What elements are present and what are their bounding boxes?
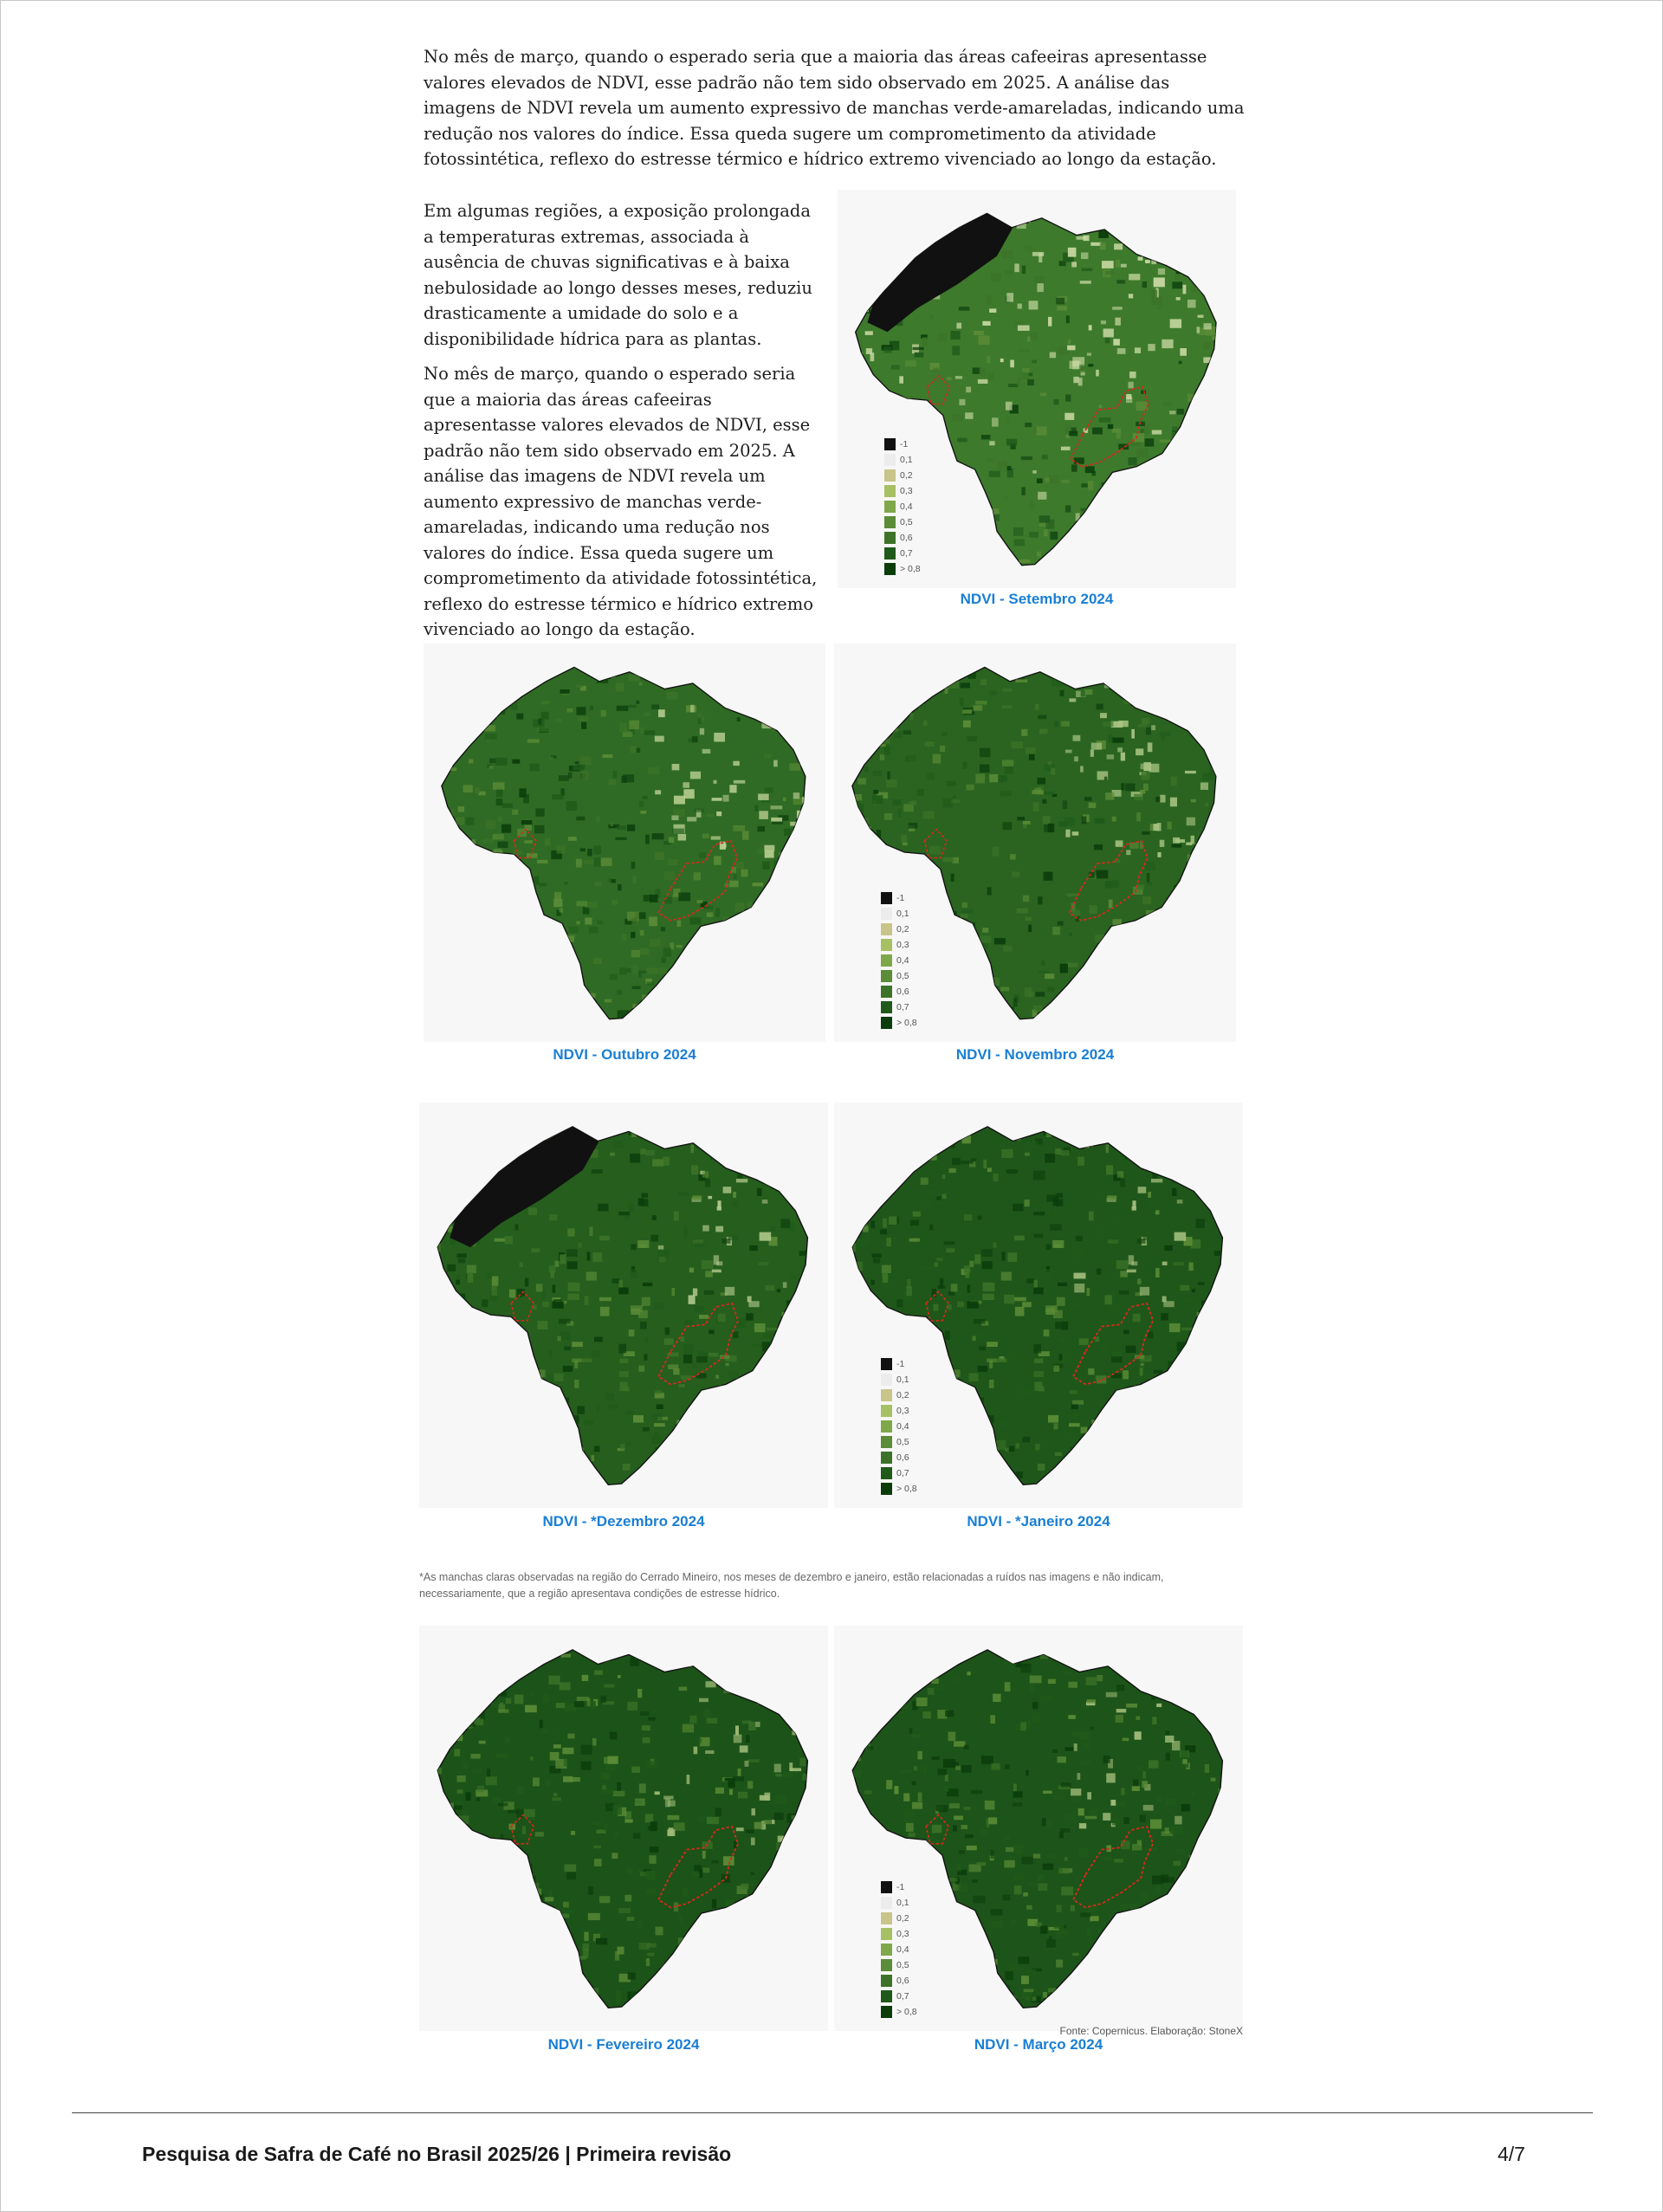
legend-item [881, 1450, 942, 1465]
footer-title: Pesquisa de Safra de Café no Brasil 2025/26 | Primeira revisão [142, 2143, 732, 2165]
legend-item [881, 2004, 942, 2020]
legend-item [884, 437, 945, 452]
legend-swatch [881, 1001, 892, 1013]
legend-item [881, 1434, 942, 1450]
legend-label: 0,7 [896, 1002, 909, 1012]
legend-item [881, 1356, 942, 1372]
legend-swatch [884, 454, 896, 466]
legend-label: 0,1 [896, 909, 909, 919]
legend-label: 0,6 [900, 533, 913, 543]
legend-item [884, 561, 945, 577]
country-shape [442, 667, 806, 1019]
legend-label: > 0,8 [900, 564, 921, 574]
legend-swatch [881, 908, 892, 920]
map-caption-janeiro: NDVI - *Janeiro 2024 [967, 1513, 1110, 1530]
legend-label: 0,2 [896, 1913, 909, 1924]
ndvi-legend [881, 1356, 942, 1497]
legend-swatch [881, 923, 892, 935]
legend-label: 0,2 [900, 470, 913, 481]
legend-item [884, 483, 945, 499]
legend-swatch [881, 1467, 892, 1479]
legend-swatch [884, 532, 896, 544]
legend-item [881, 1419, 942, 1434]
legend-label: 0,4 [900, 501, 913, 512]
legend-label: 0,1 [896, 1898, 909, 1908]
legend-swatch [881, 954, 892, 967]
legend-item [881, 1015, 942, 1031]
legend-item [881, 937, 942, 953]
legend-label: 0,3 [900, 486, 913, 496]
legend-swatch [881, 1928, 892, 1940]
legend-item [884, 452, 945, 468]
legend-item [881, 1403, 942, 1419]
legend-item [881, 1895, 942, 1911]
legend-item [881, 1481, 942, 1497]
map-caption-fevereiro: NDVI - Fevereiro 2024 [547, 2036, 700, 2053]
legend-swatch [881, 2006, 892, 2018]
legend-swatch [884, 501, 896, 513]
brazil-map-graphic [419, 1626, 828, 2031]
legend-item [881, 1926, 942, 1942]
legend-label: 0,7 [896, 1991, 909, 2002]
legend-swatch [884, 469, 896, 482]
legend-item [881, 968, 942, 984]
legend-swatch [881, 1405, 892, 1417]
legend-item [881, 999, 942, 1015]
legend-label: 0,4 [896, 1421, 909, 1432]
legend-label: 0,1 [896, 1374, 909, 1385]
legend-item [881, 1957, 942, 1973]
legend-label: 0,4 [896, 955, 909, 966]
legend-item [881, 1372, 942, 1387]
legend-label: -1 [896, 1882, 905, 1892]
ndvi-legend [884, 437, 945, 577]
legend-label: 0,2 [896, 1390, 909, 1400]
legend-item [881, 1879, 942, 1895]
legend-item [881, 1989, 942, 2004]
ndvi-map-dezembro [419, 1103, 828, 1508]
map-caption-dezembro: NDVI - *Dezembro 2024 [542, 1513, 705, 1530]
intro-paragraph: No mês de março, quando o esperado seria que a maioria das áreas cafeeiras apresentasse valores elevados de NDVI, esse padrão não tem sido observado em 2025. A análise das imagens de NDVI revela um aumento expressivo de manchas verde-amareladas, indicando uma redução nos valores do índice. Essa queda sugere um comprometimento da atividade fotossintética, reflexo do estresse térmico e hídrico extremo vivenciado ao longo da estação. [424, 47, 1245, 169]
legend-swatch [881, 1452, 892, 1464]
legend-item [884, 499, 945, 514]
ndvi-legend [881, 1879, 942, 2020]
legend-swatch [881, 1389, 892, 1401]
legend-swatch [881, 939, 892, 951]
brazil-map-graphic [419, 1103, 828, 1508]
legend-label: 0,3 [896, 940, 909, 950]
legend-label: 0,2 [896, 924, 909, 935]
legend-swatch [884, 547, 896, 559]
legend-label: 0,5 [896, 1437, 909, 1447]
ndvi-map-setembro [838, 190, 1236, 588]
legend-label: 0,5 [896, 971, 909, 981]
legend-swatch [884, 438, 896, 450]
legend-item [884, 546, 945, 561]
legend-label: > 0,8 [896, 2007, 917, 2017]
legend-swatch [881, 1420, 892, 1433]
legend-swatch [881, 1959, 892, 1971]
map-caption-outubro: NDVI - Outubro 2024 [553, 1046, 696, 1063]
legend-label: > 0,8 [896, 1484, 917, 1494]
legend-item [884, 468, 945, 483]
footer-divider [72, 2112, 1593, 2113]
side-paragraph-2: No mês de março, quando o esperado seria que a maioria das áreas cafeeiras apresentasse valores elevados de NDVI, esse padrão não tem sido observado em 2025. A análise das imagens de NDVI revela um aumento expressivo de manchas verde-amareladas, indicando uma redução nos valores do índice. Essa queda sugere um comprometimento da atividade fotossintética, reflexo do estresse térmico e hídrico extremo vivenciado ao longo da estação. [424, 364, 818, 639]
legend-item [881, 922, 942, 937]
ndvi-map-marco [834, 1626, 1243, 2031]
legend-item [881, 1465, 942, 1481]
legend-label: 0,5 [900, 517, 913, 527]
legend-label: 0,7 [896, 1468, 909, 1478]
legend-label: -1 [896, 1359, 905, 1369]
legend-item [881, 890, 942, 906]
legend-label: -1 [900, 439, 909, 450]
map-caption-setembro: NDVI - Setembro 2024 [960, 591, 1114, 607]
legend-swatch [881, 1483, 892, 1495]
legend-label: 0,6 [896, 1452, 909, 1463]
legend-swatch [881, 892, 892, 904]
legend-swatch [881, 1990, 892, 2002]
side-paragraph-1: Em algumas regiões, a exposição prolongada a temperaturas extremas, associada à ausência de chuvas significativas e à baixa nebulosidade ao longo desses meses, reduziu drasticamente a umidade do solo e a disponibilidade hídrica para as plantas. [424, 201, 812, 349]
legend-item [881, 1973, 942, 1989]
legend-item [881, 984, 942, 999]
legend-swatch [881, 986, 892, 998]
legend-swatch [884, 516, 896, 528]
map-caption-marco: NDVI - Março 2024 [974, 2036, 1103, 2053]
legend-swatch [881, 1017, 892, 1029]
source-note: Fonte: Copernicus. Elaboração: StoneX [1059, 2025, 1243, 2037]
legend-swatch [884, 563, 896, 575]
ndvi-legend [881, 890, 942, 1031]
page-number: 4/7 [1498, 2143, 1525, 2165]
legend-label: 0,3 [896, 1929, 909, 1939]
legend-swatch [881, 1975, 892, 1987]
legend-item [884, 530, 945, 546]
brazil-map-graphic [424, 644, 825, 1042]
ndvi-map-novembro [834, 644, 1236, 1042]
ndvi-map-janeiro [834, 1103, 1243, 1508]
legend-swatch [881, 1374, 892, 1386]
legend-item [881, 906, 942, 922]
map-caption-novembro: NDVI - Novembro 2024 [955, 1046, 1115, 1063]
legend-label: 0,6 [896, 986, 909, 997]
legend-swatch [881, 1897, 892, 1909]
legend-swatch [884, 485, 896, 497]
footnote: *As manchas claras observadas na região do Cerrado Mineiro, nos meses de dezembro e janeiro, estão relacionadas a ruídos nas imagens e não indicam, necessariamente, que a região apresentava condições de estresse hídrico. [419, 1571, 1164, 1600]
ndvi-map-outubro [424, 644, 825, 1042]
legend-label: 0,4 [896, 1944, 909, 1955]
legend-label: 0,7 [900, 548, 913, 559]
legend-label: > 0,8 [896, 1018, 917, 1028]
legend-item [881, 1942, 942, 1957]
legend-swatch [881, 1944, 892, 1956]
legend-swatch [881, 1436, 892, 1448]
legend-label: -1 [896, 893, 905, 903]
legend-item [884, 514, 945, 530]
legend-label: 0,5 [896, 1960, 909, 1970]
legend-label: 0,6 [896, 1976, 909, 1986]
legend-item [881, 1387, 942, 1403]
legend-label: 0,3 [896, 1406, 909, 1416]
legend-swatch [881, 1912, 892, 1924]
legend-swatch [881, 970, 892, 982]
legend-item [881, 1911, 942, 1926]
legend-label: 0,1 [900, 455, 913, 465]
legend-swatch [881, 1881, 892, 1893]
legend-item [881, 953, 942, 968]
legend-swatch [881, 1358, 892, 1370]
ndvi-map-fevereiro [419, 1626, 828, 2031]
